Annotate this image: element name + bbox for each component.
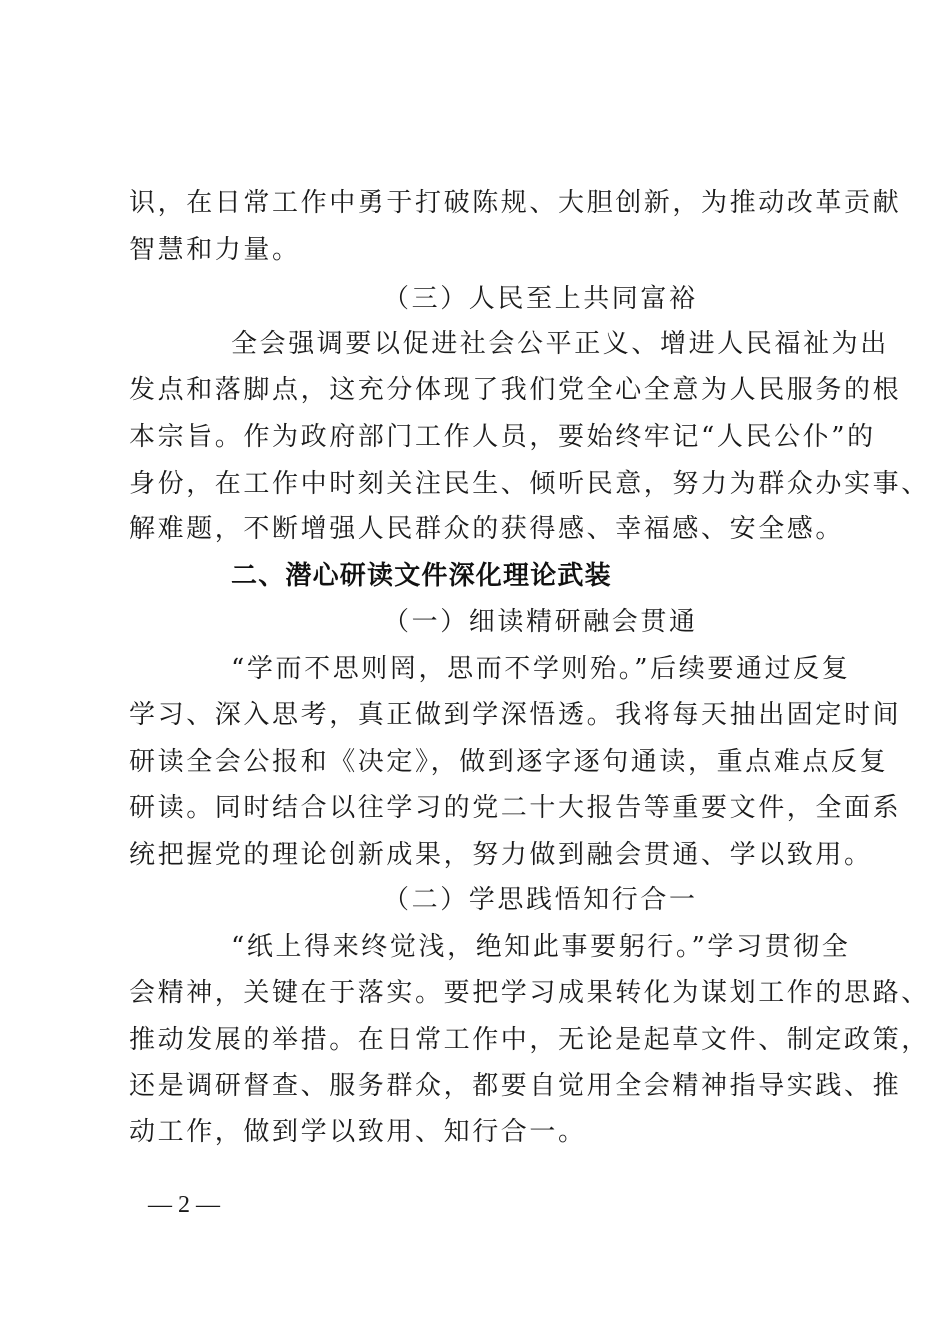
paragraph-line: 推动发展的举措。在日常工作中，无论是起草文件、制定政策，	[129, 1025, 930, 1055]
section-heading: 二、潜心研读文件深化理论武装	[231, 561, 612, 591]
paragraph-line: 会精神，关键在于落实。要把学习成果转化为谋划工作的思路、	[129, 978, 930, 1008]
paragraph-line: “学而不思则罔，思而不学则殆。”后续要通过反复	[231, 654, 851, 684]
subsection-heading: （二）学思践悟知行合一	[383, 885, 698, 915]
paragraph-line: 动工作，做到学以致用、知行合一。	[129, 1117, 587, 1147]
paragraph-line: 统把握党的理论创新成果，努力做到融会贯通、学以致用。	[129, 840, 873, 870]
paragraph-line: 研读。同时结合以往学习的党二十大报告等重要文件，全面系	[129, 793, 902, 823]
paragraph-line: 智慧和力量。	[129, 235, 301, 265]
subsection-heading: （三）人民至上共同富裕	[383, 284, 698, 314]
paragraph-line: “纸上得来终觉浅，绝知此事要躬行。”学习贯彻全	[231, 932, 851, 962]
paragraph-line: 解难题，不断增强人民群众的获得感、幸福感、安全感。	[129, 514, 845, 544]
paragraph-line: 还是调研督查、服务群众，都要自觉用全会精神指导实践、推	[129, 1071, 902, 1101]
subsection-heading: （一）细读精研融会贯通	[383, 607, 698, 637]
paragraph-line: 全会强调要以促进社会公平正义、增进人民福祉为出	[231, 329, 889, 359]
paragraph-line: 学习、深入思考，真正做到学深悟透。我将每天抽出固定时间	[129, 700, 902, 730]
paragraph-line: 本宗旨。作为政府部门工作人员，要始终牢记“人民公仆”的	[129, 422, 876, 452]
paragraph-line: 发点和落脚点，这充分体现了我们党全心全意为人民服务的根	[129, 375, 902, 405]
paragraph-line: 识，在日常工作中勇于打破陈规、大胆创新，为推动改革贡献	[129, 188, 902, 218]
page-number: — 2 —	[148, 1192, 220, 1218]
paragraph-line: 研读全会公报和《决定》，做到逐字逐句通读，重点难点反复	[129, 747, 889, 777]
paragraph-line: 身份，在工作中时刻关注民生、倾听民意，努力为群众办实事、	[129, 469, 930, 499]
